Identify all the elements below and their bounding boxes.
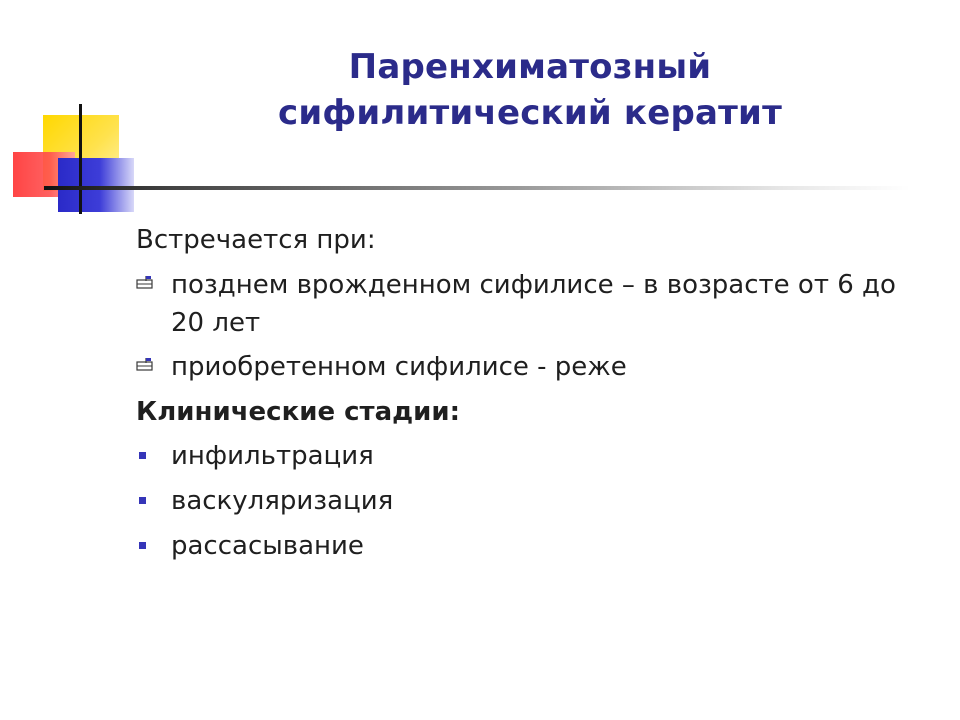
stage-item-text: инфильтрация [171, 441, 374, 471]
occurrence-item-text: позднем врожденном сифилисе – в возрасте от 6 до 20 лет [171, 270, 896, 338]
stage-item-text: рассасывание [171, 531, 364, 561]
intro-text: Встречается при: [136, 225, 376, 255]
title-underline [44, 186, 910, 190]
square-bullet-icon [139, 497, 146, 504]
square-bullet-icon [139, 542, 146, 549]
occurrence-item-text: приобретенном сифилисе - реже [171, 352, 627, 382]
stages-heading: Клинические стадии: [136, 397, 460, 427]
slide-title [220, 44, 840, 136]
stage-item-text: васкуляризация [171, 486, 394, 516]
square-bullet-icon [139, 452, 146, 459]
decor-vertical-line [79, 104, 82, 214]
title-line-2: сифилитический кератит [278, 93, 782, 133]
mailbox-bullet-icon [136, 357, 154, 371]
decor-blue-rectangle [58, 158, 134, 212]
title-line-1: Паренхиматозный [348, 47, 712, 87]
mailbox-bullet-icon [136, 275, 154, 289]
